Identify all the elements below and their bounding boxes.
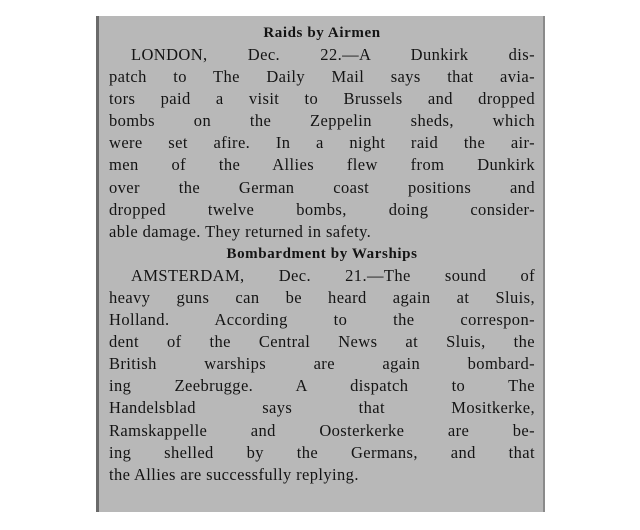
article-raids-by-airmen (109, 22, 535, 243)
text-line: Ramskappelle and Oosterkerke are be- (109, 420, 535, 440)
text-line: tors paid a visit to Brussels and dropped (109, 89, 535, 109)
text-line: British warships are again bombard- (109, 354, 535, 374)
text-line: AMSTERDAM, Dec. 21.—The sound of (131, 265, 535, 285)
text-line: heavy guns can be heard again at Sluis, (109, 287, 535, 307)
newspaper-clipping (96, 16, 545, 512)
article-body (109, 265, 535, 486)
text-line: dent of the Central News at Sluis, the (109, 332, 535, 352)
text-line: over the German coast positions and (109, 177, 535, 197)
text-line: the Allies are successfully replying. (109, 464, 359, 484)
text-line: able damage. They returned in safety. (109, 221, 372, 241)
text-line: Handelsblad says that Mositkerke, (109, 398, 535, 418)
text-line: were set afire. In a night raid the air- (109, 133, 535, 153)
text-line: bombs on the Zeppelin sheds, which (109, 111, 535, 131)
text-line: LONDON, Dec. 22.—A Dunkirk dis- (131, 45, 535, 64)
article-body (109, 44, 535, 243)
article-headline: Raids by Airmen (263, 25, 381, 41)
text-line: Holland. According to the correspon- (109, 310, 535, 330)
text-line: men of the Allies flew from Dunkirk (109, 155, 535, 175)
text-line: patch to The Daily Mail says that avia- (109, 67, 535, 87)
text-line: ing shelled by the Germans, and that (109, 442, 535, 462)
text-line: dropped twelve bombs, doing consider- (109, 199, 535, 219)
text-line: ing Zeebrugge. A dispatch to The (109, 376, 535, 396)
article-bombardment-by-warships (109, 243, 535, 486)
article-headline: Bombardment by Warships (226, 245, 418, 262)
